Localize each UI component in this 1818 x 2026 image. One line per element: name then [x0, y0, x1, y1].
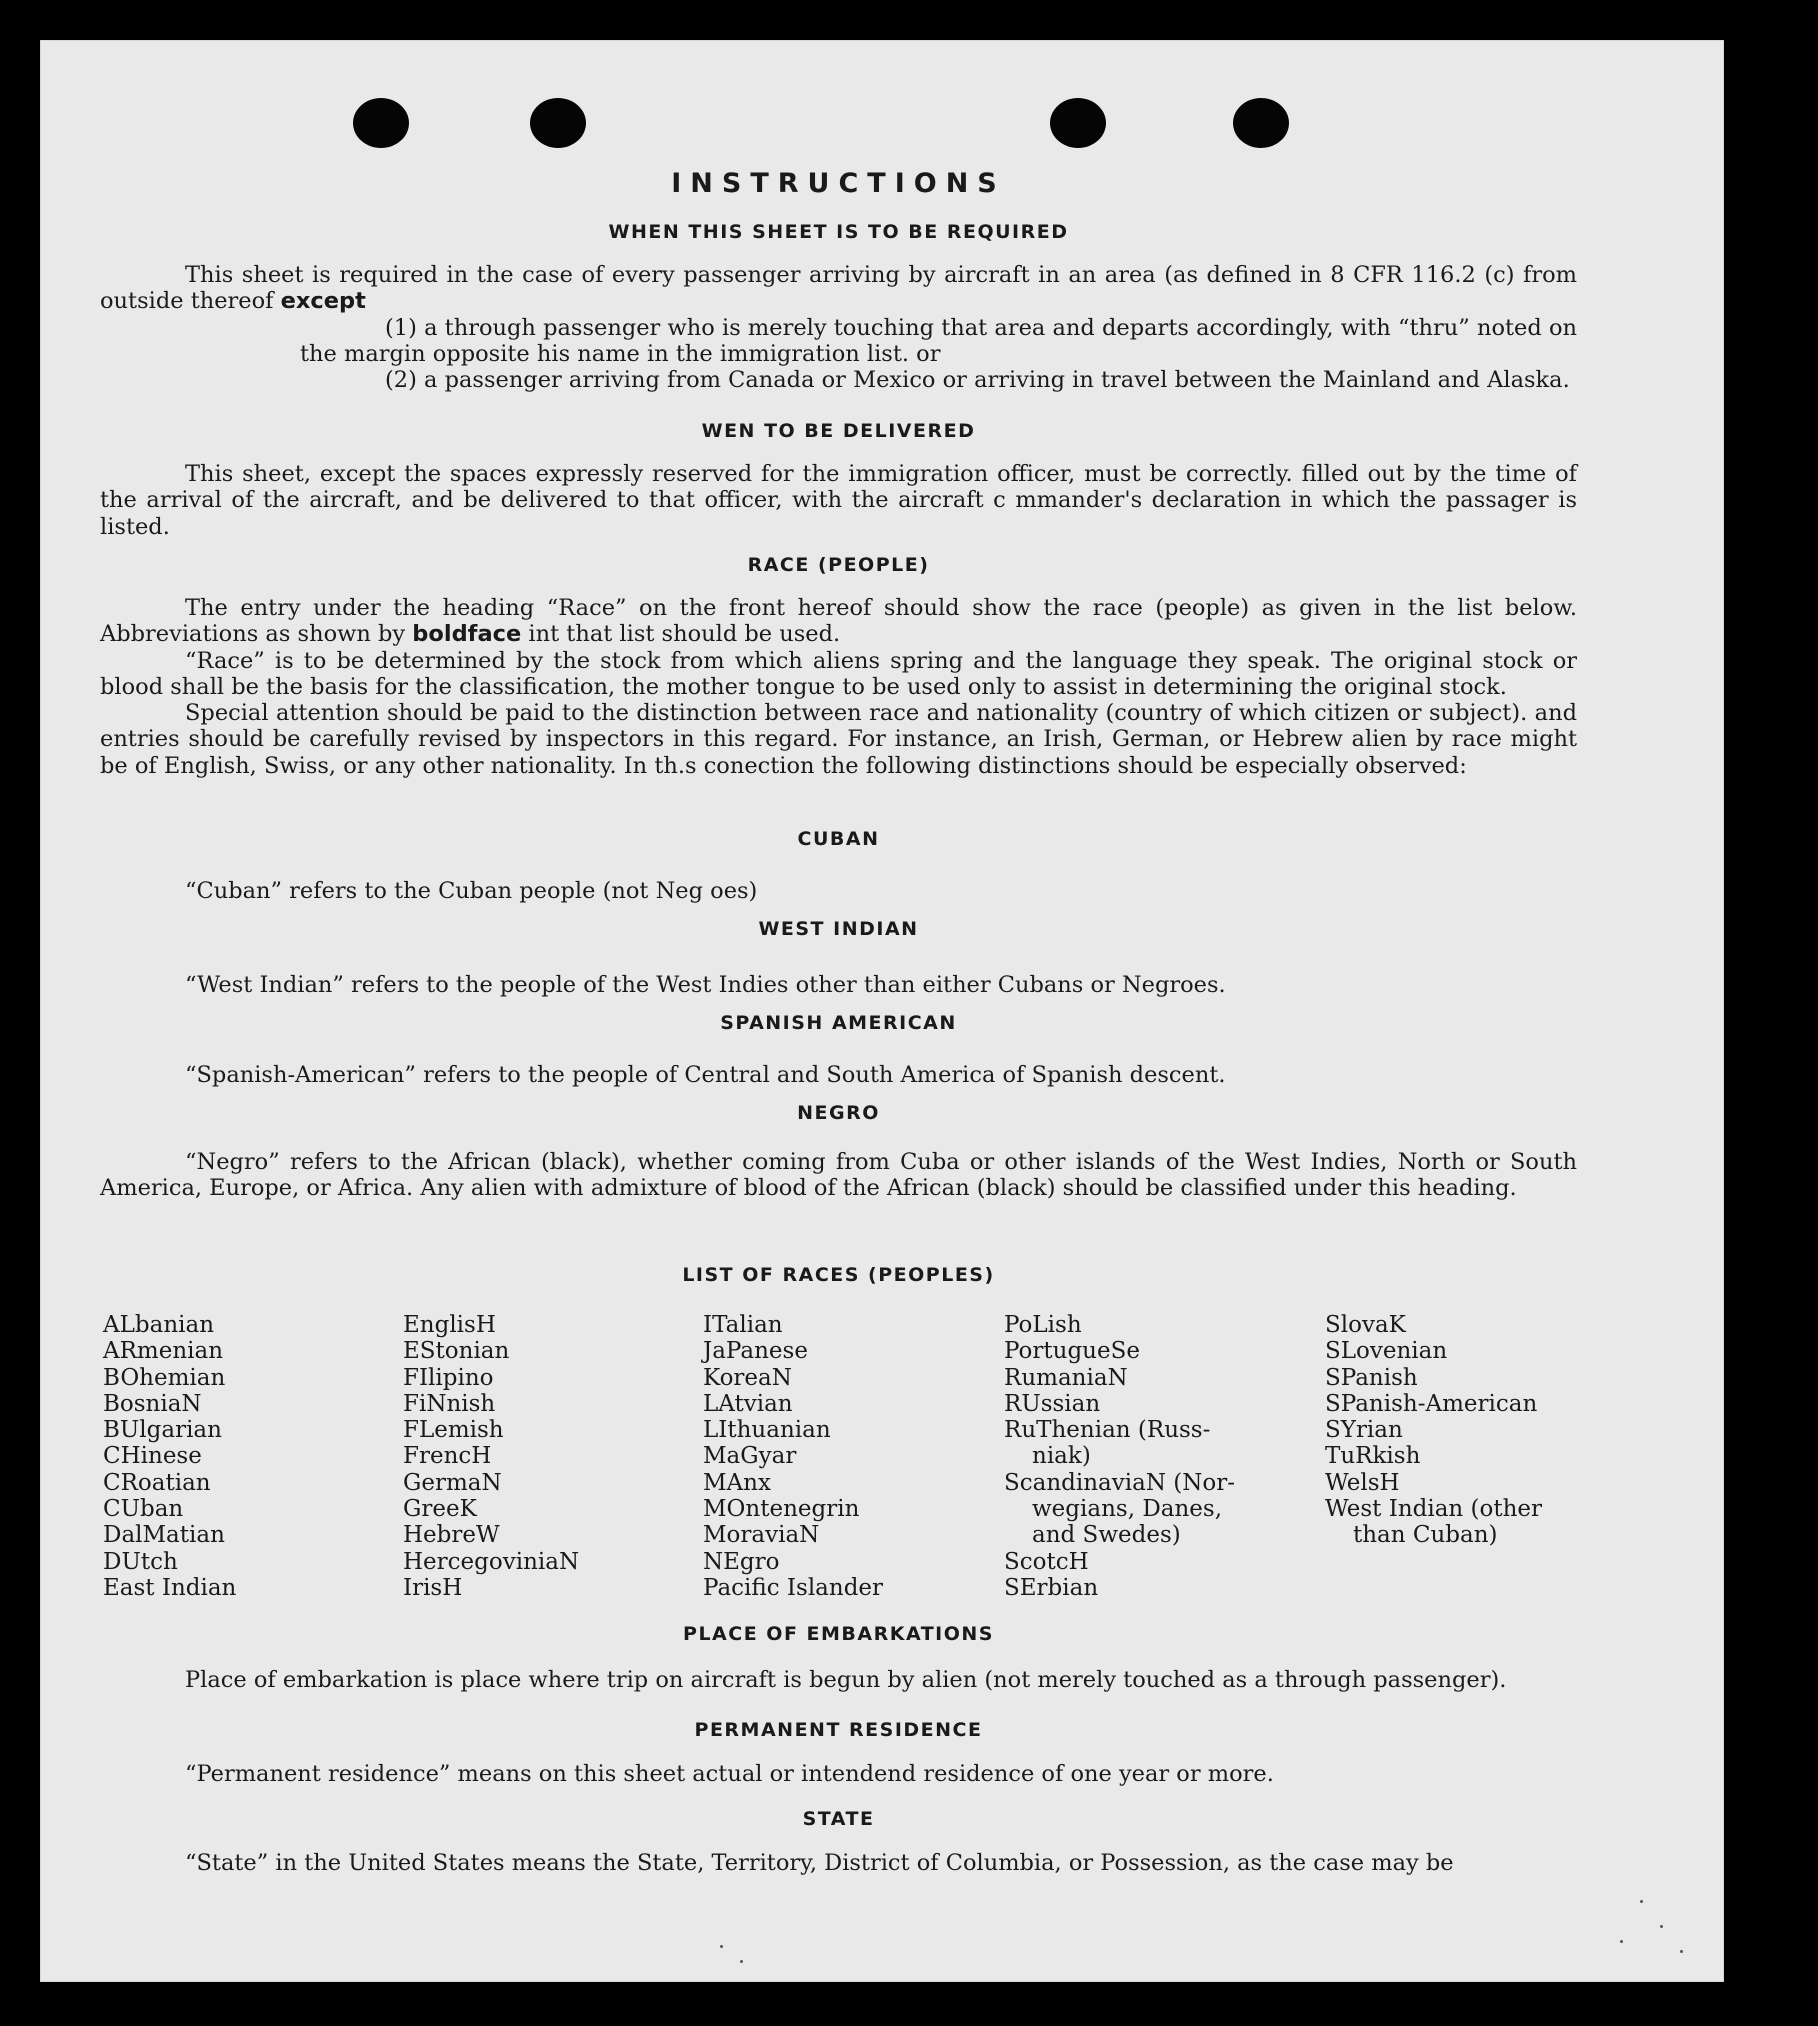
race-paragraph-2: “Race” is to be determined by the stock from which aliens spring and the language they speak. The original stock or blood shall be the basis for the classification, the mother tongue to be used only to assist in determining the original stock.	[100, 647, 1577, 700]
exception-item-2: (2) a passenger arriving from Canada or Mexico or arriving in travel between the Mainland and Alaska.	[385, 367, 1570, 394]
heading-when-required: WHEN THIS SHEET IS TO BE REQUIRED	[608, 221, 1069, 243]
negro-text	[100, 1149, 1577, 1202]
races-column-2	[403, 1312, 579, 1601]
race-entry: CRoatian	[103, 1469, 211, 1496]
scan-speck	[1620, 1940, 1623, 1943]
spanish-american-text	[100, 1062, 1577, 1088]
race-entry: MoraviaN	[703, 1522, 820, 1549]
race-entry: East Indian	[103, 1574, 237, 1601]
embarkation-text	[100, 1667, 1577, 1693]
race-entry: EStonian	[403, 1338, 510, 1365]
race-p1-a: The entry under the heading “Race” on the front hereof should show the race (people) as given in the list below. Abbreviations as shown by	[100, 595, 1577, 648]
race-entry: FiNnish	[403, 1390, 496, 1417]
heading-cuban: CUBAN	[797, 828, 880, 850]
race-entry: ITalian	[703, 1312, 783, 1338]
cuban-paragraph: “Cuban” refers to the Cuban people (not Neg oes)	[185, 878, 758, 904]
scan-speck	[1640, 1900, 1643, 1903]
state-text	[100, 1850, 1577, 1876]
west-indian-text	[100, 972, 1577, 998]
race-entry: MOntenegrin	[703, 1496, 860, 1523]
scan-speck	[720, 1945, 723, 1948]
race-entry: GreeK	[403, 1496, 477, 1523]
scan-speck	[1660, 1925, 1663, 1928]
race-entry: FrencH	[403, 1443, 492, 1470]
race-entry: WelsH	[1325, 1469, 1400, 1496]
race-entry: BOhemian	[103, 1364, 226, 1391]
punch-hole	[530, 98, 586, 148]
heading-state: STATE	[802, 1808, 875, 1830]
heading-spanish-american: SPANISH AMERICAN	[720, 1012, 957, 1034]
race-entry: SlovaK	[1325, 1312, 1406, 1338]
when-required-text	[100, 262, 1577, 393]
intro-text: This sheet is required in the case of every passenger arriving by aircraft in an area (as defined in 8 CFR 116.2 (c) from outside thereof	[100, 262, 1577, 315]
race-entry: SPanish	[1325, 1364, 1418, 1391]
races-column-1	[103, 1312, 236, 1601]
race-entry: DUtch	[103, 1548, 178, 1575]
race-entry: KoreaN	[703, 1364, 792, 1391]
race-p1-bold: boldface	[412, 621, 522, 648]
heading-west-indian: WEST INDIAN	[758, 918, 919, 940]
race-entry: PoLish	[1004, 1312, 1082, 1338]
heading-list-of-races: LIST OF RACES (PEOPLES)	[682, 1264, 995, 1286]
race-entry: LIthuanian	[703, 1417, 831, 1444]
page-title: INSTRUCTIONS	[671, 168, 1006, 199]
race-entry: GermaN	[403, 1469, 502, 1496]
intro-except: except	[280, 288, 366, 315]
document-sheet	[40, 40, 1724, 1982]
race-entry: RumaniaN	[1004, 1364, 1128, 1391]
race-entry: LAtvian	[703, 1390, 793, 1417]
race-entry: FIlipino	[403, 1364, 494, 1391]
race-entry: than Cuban)	[1353, 1522, 1498, 1549]
embarkation-paragraph: Place of embarkation is place where trip on aircraft is begun by alien (not merely touched as a through passenger).	[185, 1667, 1507, 1693]
cuban-text	[100, 878, 1577, 904]
race-entry: and Swedes)	[1032, 1522, 1181, 1549]
race-entry: PortugueSe	[1004, 1338, 1140, 1365]
race-entry: JaPanese	[703, 1338, 808, 1365]
race-entry: HebreW	[403, 1522, 500, 1549]
race-entry: SYrian	[1325, 1417, 1403, 1444]
race-text	[100, 595, 1577, 779]
race-entry: TuRkish	[1325, 1443, 1421, 1470]
scan-speck	[740, 1960, 743, 1963]
race-entry: CUban	[103, 1496, 184, 1523]
race-entry: NEgro	[703, 1548, 780, 1575]
race-entry: niak)	[1032, 1443, 1091, 1470]
when-delivered-text	[100, 461, 1577, 540]
race-entry: ScandinaviaN (Nor-	[1004, 1469, 1235, 1496]
heading-race: RACE (PEOPLE)	[747, 554, 930, 576]
race-entry: RUssian	[1004, 1390, 1101, 1417]
race-entry: BosniaN	[103, 1390, 202, 1417]
race-paragraph-3: Special attention should be paid to the distinction between race and nationality (country of which citizen or subject). and entries should be carefully revised by inspectors in this regard. For instance, an Irish, German, or Hebrew alien by race might be of English, Swiss, or any other nationality. In th.s conection the following distinctions should be especially observed:	[100, 700, 1577, 779]
punch-hole	[1050, 98, 1106, 148]
delivered-paragraph: This sheet, except the spaces expressly reserved for the immigration officer, must be correctly. filled out by the time of the arrival of the aircraft, and be delivered to that officer, with the aircraft c mmander's declaration in which the passager is listed.	[100, 461, 1577, 540]
race-entry: West Indian (other	[1325, 1496, 1543, 1523]
exception-item-1: (1) a through passenger who is merely touching that area and departs accordingly, with “thru” noted on the margin opposite his name in the immigration list. or	[300, 314, 1577, 367]
race-entry: DalMatian	[103, 1522, 225, 1549]
race-entry: Pacific Islander	[703, 1574, 884, 1601]
race-entry: IrisH	[403, 1574, 463, 1601]
heading-when-delivered: WEN TO BE DELIVERED	[701, 420, 976, 442]
races-column-4	[1004, 1312, 1235, 1601]
state-paragraph: “State” in the United States means the State, Territory, District of Columbia, or Possession, as the case may be	[185, 1850, 1454, 1876]
heading-negro: NEGRO	[797, 1102, 880, 1124]
race-entry: MAnx	[703, 1469, 771, 1496]
residence-text	[100, 1761, 1577, 1787]
race-entry: SLovenian	[1325, 1338, 1448, 1365]
race-entry: FLemish	[403, 1417, 504, 1444]
heading-permanent-residence: PERMANENT RESIDENCE	[694, 1719, 983, 1741]
residence-paragraph: “Permanent residence” means on this sheet actual or intendend residence of one year or more.	[185, 1761, 1274, 1787]
race-entry: SPanish-American	[1325, 1390, 1538, 1417]
spanish-american-paragraph: “Spanish-American” refers to the people of Central and South America of Spanish descent.	[185, 1062, 1226, 1088]
race-entry: HercegoviniaN	[403, 1548, 580, 1575]
races-column-3	[703, 1312, 883, 1601]
race-entry: EnglisH	[403, 1312, 496, 1338]
race-entry: MaGyar	[703, 1443, 797, 1470]
heading-embarkation: PLACE OF EMBARKATIONS	[683, 1623, 994, 1645]
race-entry: ALbanian	[103, 1312, 215, 1338]
race-entry: SErbian	[1004, 1574, 1099, 1601]
race-entry: ScotcH	[1004, 1548, 1089, 1575]
negro-paragraph: “Negro” refers to the African (black), whether coming from Cuba or other islands of the West Indies, North or South America, Europe, or Africa. Any alien with admixture of blood of the African (black) should be classified under this heading.	[100, 1149, 1577, 1202]
races-column-5	[1325, 1312, 1542, 1549]
race-entry: CHinese	[103, 1443, 202, 1470]
punch-hole	[353, 98, 409, 148]
race-entry: wegians, Danes,	[1032, 1496, 1223, 1523]
race-p1-b: int that list should be used.	[521, 621, 841, 648]
race-entry: BUlgarian	[103, 1417, 222, 1444]
race-entry: RuThenian (Russ-	[1004, 1417, 1211, 1444]
race-entry: ARmenian	[103, 1338, 224, 1365]
when-required-intro	[100, 262, 1577, 315]
west-indian-paragraph: “West Indian” refers to the people of the West Indies other than either Cubans or Negroes.	[185, 972, 1226, 998]
race-paragraph-1	[100, 595, 1577, 648]
punch-hole	[1233, 98, 1289, 148]
scan-speck	[1680, 1950, 1683, 1953]
